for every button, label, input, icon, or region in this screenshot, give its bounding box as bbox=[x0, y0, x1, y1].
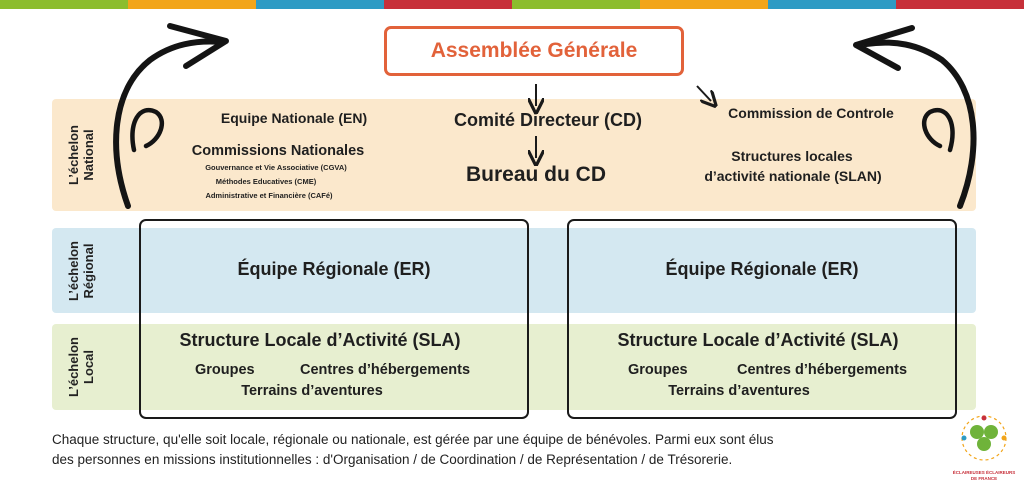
sla-right: Structure Locale d’Activité (SLA) bbox=[617, 330, 899, 350]
logo-text-line2: DE FRANCE bbox=[970, 476, 998, 481]
right-curved-arrow bbox=[856, 28, 974, 206]
left-curved-arrow bbox=[116, 26, 226, 206]
equipe-regionale-right: Équipe Régionale (ER) bbox=[665, 259, 859, 279]
commission-cgva: Gouvernance et Vie Associative (CGVA) bbox=[205, 163, 347, 172]
groupes-left: Groupes bbox=[195, 362, 255, 378]
local-level-text: L’échelon Local bbox=[66, 337, 96, 397]
centres-left: Centres d’hébergements bbox=[300, 362, 471, 378]
regional-level-text: L’échelon Régional bbox=[66, 240, 96, 301]
terrains-right: Terrains d’aventures bbox=[668, 383, 810, 399]
slan-line1: Structures locales bbox=[731, 148, 853, 164]
terrains-left: Terrains d’aventures bbox=[241, 383, 383, 399]
arrow-assembly-to-controle bbox=[697, 86, 711, 101]
footer-line2: des personnes en missions institutionnelles : d'Organisation / de Coordination / de Représentation / de Trésorerie. bbox=[52, 452, 733, 467]
centres-right: Centres d’hébergements bbox=[737, 362, 908, 378]
bureau-du-cd: Bureau du CD bbox=[465, 163, 607, 186]
comite-directeur: Comité Directeur (CD) bbox=[453, 110, 643, 130]
commission-cafe: Administrative et Financière (CAFé) bbox=[205, 191, 333, 200]
assemblee-generale-label: Assemblée Générale bbox=[430, 39, 638, 62]
equipe-regionale-left: Équipe Régionale (ER) bbox=[237, 259, 431, 279]
sla-left: Structure Locale d’Activité (SLA) bbox=[179, 330, 461, 350]
groupes-right: Groupes bbox=[628, 362, 688, 378]
logo-text-line1: ÉCLAIREUSES ÉCLAIREURS bbox=[952, 470, 1016, 475]
clover-logo-icon bbox=[953, 416, 1016, 482]
commission-cme: Méthodes Educatives (CME) bbox=[215, 177, 317, 186]
footer-line1: Chaque structure, qu'elle soit locale, régionale ou nationale, est gérée par une équipe de bénévoles. Parmi eux sont élus bbox=[52, 432, 774, 447]
slan-line2: d’activité nationale (SLAN) bbox=[704, 168, 882, 184]
equipe-nationale: Equipe Nationale (EN) bbox=[220, 110, 368, 126]
national-level-text: L’échelon National bbox=[66, 125, 96, 185]
commissions-nationales-title: Commissions Nationales bbox=[191, 143, 365, 159]
footer-note bbox=[52, 430, 932, 470]
commission-de-controle: Commission de Controle bbox=[728, 105, 894, 121]
